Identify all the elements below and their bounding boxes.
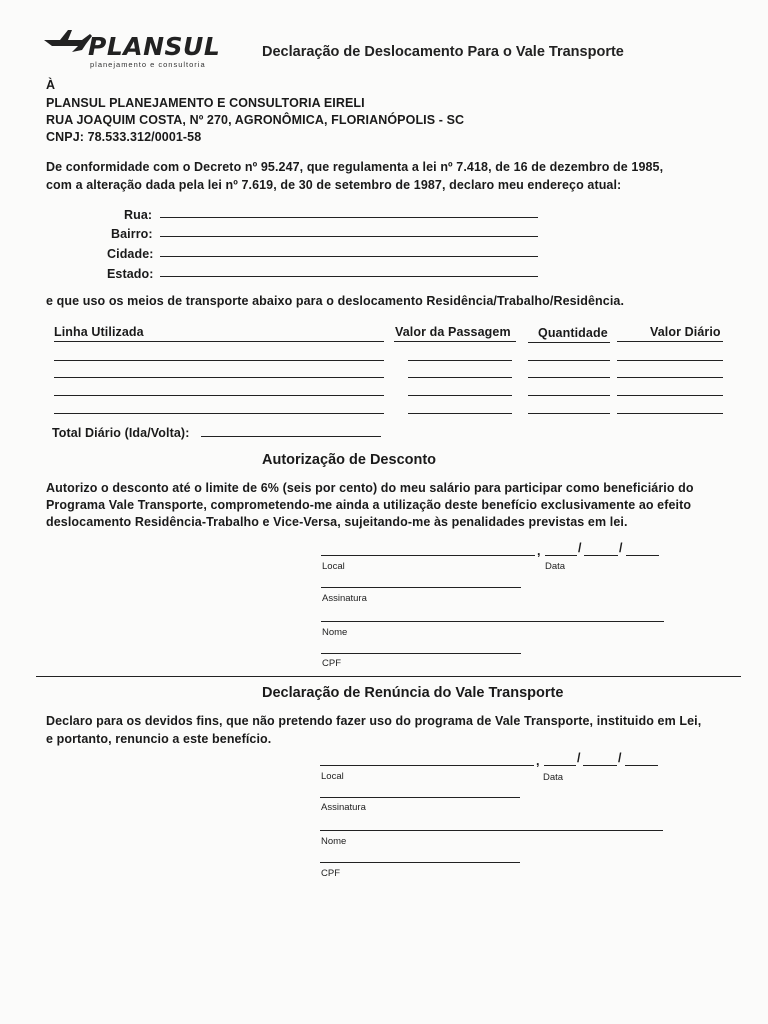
auth-date-month[interactable] [584, 555, 618, 556]
logo-tagline: planejamento e consultoria [90, 60, 206, 69]
auth-slash-1: / [578, 541, 582, 555]
ren-signature-field[interactable] [320, 797, 520, 798]
ren-slash-2: / [618, 751, 622, 765]
autorizacao-line-3: deslocamento Residência-Trabalho e Vice-Versa, sujeitando-me às penalidades previstas em lei. [46, 515, 628, 529]
row-2-linha[interactable] [54, 377, 384, 378]
row-1-quantidade[interactable] [528, 360, 610, 361]
auth-comma: , [537, 544, 541, 558]
header-linha-utilizada: Linha Utilizada [54, 325, 144, 339]
auth-nome-field[interactable] [321, 621, 664, 622]
section-divider [36, 676, 741, 677]
ren-nome-field[interactable] [320, 830, 663, 831]
total-diario-label: Total Diário (Ida/Volta): [52, 426, 190, 440]
transport-sentence: e que uso os meios de transporte abaixo para o deslocamento Residência/Trabalho/Residência. [46, 294, 625, 308]
renuncia-line-2: e portanto, renuncio a este benefício. [46, 732, 272, 746]
auth-nome-label: Nome [322, 627, 348, 638]
auth-slash-2: / [619, 541, 623, 555]
logo-wordmark: PLANSUL [88, 32, 221, 61]
ren-cpf-field[interactable] [320, 862, 520, 863]
auth-date-day[interactable] [545, 555, 577, 556]
row-4-linha[interactable] [54, 413, 384, 414]
row-3-linha[interactable] [54, 395, 384, 396]
addressee-street: RUA JOAQUIM COSTA, Nº 270, AGRONÔMICA, FLORIANÓPOLIS - SC [46, 113, 465, 127]
renuncia-title: Declaração de Renúncia do Vale Transporte [262, 685, 564, 701]
row-2-quantidade[interactable] [528, 377, 610, 378]
row-4-diario[interactable] [617, 413, 723, 414]
rua-label: Rua: [124, 208, 153, 222]
ren-date-month[interactable] [583, 765, 617, 766]
auth-date-year[interactable] [626, 555, 659, 556]
ren-comma: , [536, 754, 540, 768]
autorizacao-line-1: Autorizo o desconto até o limite de 6% (seis por cento) do meu salário para participar como beneficiário do [46, 481, 694, 495]
row-3-diario[interactable] [617, 395, 723, 396]
addressee-company: PLANSUL PLANEJAMENTO E CONSULTORIA EIRELI [46, 96, 365, 110]
estado-label: Estado: [107, 267, 154, 281]
rua-field[interactable] [160, 217, 538, 218]
total-diario-field[interactable] [201, 436, 381, 437]
row-1-valor[interactable] [408, 360, 512, 361]
plane-logo-icon [42, 30, 94, 56]
autorizacao-line-2: Programa Vale Transporte, comprometendo-me ainda a utilização deste benefício exclusivamente ao efeito [46, 498, 692, 512]
ren-local-field[interactable] [320, 765, 534, 766]
estado-field[interactable] [160, 276, 538, 277]
auth-local-label: Local [322, 561, 345, 572]
auth-cpf-label: CPF [322, 658, 341, 669]
ren-date-day[interactable] [544, 765, 576, 766]
row-3-quantidade[interactable] [528, 395, 610, 396]
row-2-diario[interactable] [617, 377, 723, 378]
cidade-label: Cidade: [107, 247, 154, 261]
ren-data-label: Data [543, 772, 564, 783]
bairro-label: Bairro: [111, 227, 153, 241]
header-underline-valor [394, 341, 516, 342]
addressee-cnpj: CNPJ: 78.533.312/0001-58 [46, 130, 202, 144]
auth-assinatura-label: Assinatura [322, 593, 367, 604]
addressee-prefix: À [46, 78, 56, 92]
auth-local-field[interactable] [321, 555, 535, 556]
auth-signature-field[interactable] [321, 587, 521, 588]
ren-slash-1: / [577, 751, 581, 765]
row-1-diario[interactable] [617, 360, 723, 361]
row-4-valor[interactable] [408, 413, 512, 414]
row-1-linha[interactable] [54, 360, 384, 361]
intro-line-1: De conformidade com o Decreto nº 95.247, que regulamenta a lei nº 7.418, de 16 de dezembro de 1985, [46, 160, 664, 174]
header-quantidade: Quantidade [538, 326, 608, 340]
header-valor-diario: Valor Diário [650, 325, 721, 339]
ren-nome-label: Nome [321, 836, 347, 847]
renuncia-line-1: Declaro para os devidos fins, que não pretendo fazer uso do programa de Vale Transporte, instituido em Lei, [46, 714, 702, 728]
document-title: Declaração de Deslocamento Para o Vale Transporte [262, 44, 624, 60]
cidade-field[interactable] [160, 256, 538, 257]
ren-date-year[interactable] [625, 765, 658, 766]
company-logo [42, 28, 232, 70]
auth-data-label: Data [545, 561, 566, 572]
bairro-field[interactable] [160, 236, 538, 237]
header-valor-passagem: Valor da Passagem [395, 325, 511, 339]
ren-local-label: Local [321, 771, 344, 782]
autorizacao-title: Autorização de Desconto [262, 452, 437, 468]
ren-assinatura-label: Assinatura [321, 802, 366, 813]
header-underline-linha [54, 341, 384, 342]
auth-cpf-field[interactable] [321, 653, 521, 654]
header-underline-quantidade [528, 342, 610, 343]
row-2-valor[interactable] [408, 377, 512, 378]
header-underline-diario [617, 341, 723, 342]
intro-line-2: com a alteração dada pela lei nº 7.619, de 30 de setembro de 1987, declaro meu endereço atual: [46, 178, 622, 192]
ren-cpf-label: CPF [321, 868, 340, 879]
row-4-quantidade[interactable] [528, 413, 610, 414]
row-3-valor[interactable] [408, 395, 512, 396]
